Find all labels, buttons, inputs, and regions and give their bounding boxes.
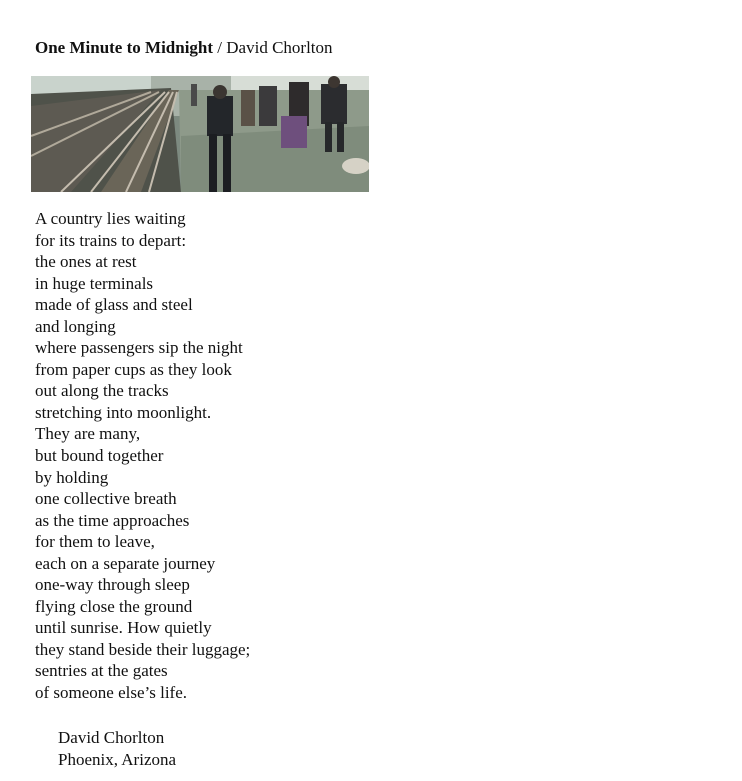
poem-line: one-way through sleep: [35, 575, 190, 595]
author-name: David Chorlton: [58, 728, 165, 747]
poem-line: for its trains to depart:: [35, 230, 187, 250]
poem-line: made of glass and steel: [35, 295, 193, 315]
poem-line: the ones at rest: [35, 252, 137, 272]
poem-title-text: One Minute to Midnight: [35, 38, 214, 57]
poem-line: in huge terminals: [35, 273, 154, 293]
train-platform-image: [31, 76, 369, 192]
poem-line: until sunrise. How quietly: [35, 618, 212, 638]
author-location: Phoenix, Arizona: [58, 750, 177, 769]
author-signature: [58, 727, 176, 771]
poem-line: they stand beside their luggage;: [35, 639, 251, 659]
poem-line: and longing: [35, 316, 116, 336]
poem-line: where passengers sip the night: [35, 338, 243, 358]
poem-line: one collective breath: [35, 489, 177, 509]
poem-line: by holding: [35, 467, 109, 487]
poem-line: each on a separate journey: [35, 553, 216, 573]
poem-line: out along the tracks: [35, 381, 169, 401]
poem-line: as the time approaches: [35, 510, 190, 530]
poem-title: [35, 38, 333, 58]
poem-body: [35, 208, 250, 704]
poem-line: sentries at the gates: [35, 661, 168, 681]
poem-line: but bound together: [35, 446, 164, 466]
poem-line: from paper cups as they look: [35, 359, 232, 379]
poem-byline: / David Chorlton: [217, 38, 333, 57]
poem-line: flying close the ground: [35, 596, 193, 616]
poem-line: A country lies waiting: [35, 209, 186, 228]
poem-line: stretching into moonlight.: [35, 402, 212, 422]
poem-line: They are many,: [35, 424, 141, 444]
poem-line: for them to leave,: [35, 532, 155, 552]
poem-line: of someone else’s life.: [35, 683, 188, 703]
